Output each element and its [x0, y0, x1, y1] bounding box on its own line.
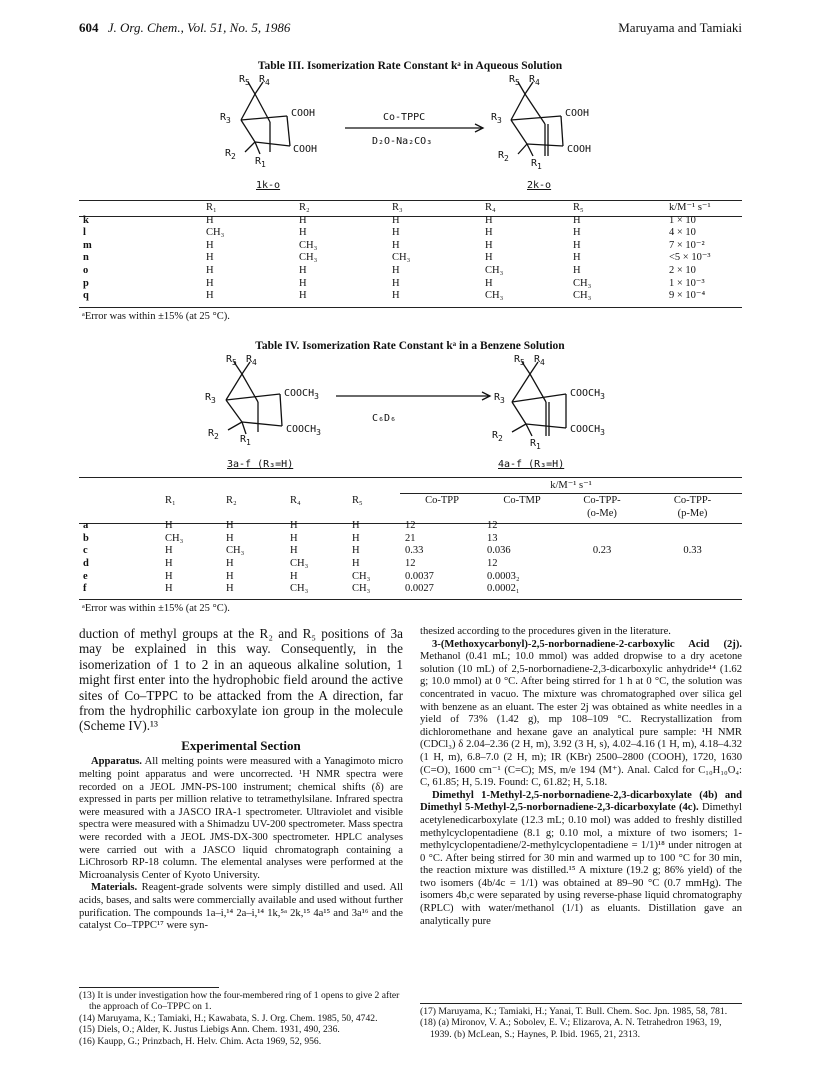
- running-header-left: [79, 20, 290, 36]
- table4-cell: H: [165, 557, 173, 569]
- materials-heading: Materials.: [91, 882, 138, 894]
- table4-cell: CH₃: [352, 583, 371, 595]
- table4-row-label: d: [83, 557, 89, 569]
- table3-cell: CH₃: [485, 290, 504, 302]
- table3-right-label: 2k-o: [527, 180, 552, 191]
- sub4-ester-left-2: $COOCH_3$: [286, 424, 321, 437]
- table4-row-label: b: [83, 532, 89, 544]
- apparatus-heading: Apparatus.: [91, 756, 142, 768]
- table4-cell: CH₃: [352, 570, 371, 582]
- table4-cell: H: [226, 520, 234, 532]
- table4-cell: H: [226, 557, 234, 569]
- table3-cell: H: [485, 239, 493, 251]
- sub-r4-left: $R_4$: [259, 74, 270, 87]
- table4-cell: 0.036: [487, 545, 511, 557]
- table4-header-cell: Co-TPP- (p-Me): [673, 495, 712, 519]
- table4-bottom-rule: [79, 599, 742, 600]
- table3-scheme: [215, 72, 615, 192]
- table4-cell: H: [290, 520, 298, 532]
- table4-cell: H: [352, 532, 360, 544]
- table3-header-cell: k/M⁻¹ s⁻¹: [669, 202, 711, 213]
- table3-conditions: D₂O-Na₂CO₃: [372, 136, 433, 147]
- materials-paragraph: [79, 882, 403, 932]
- table4-header-cell: R₂: [226, 495, 237, 506]
- table3-cell: H: [299, 277, 307, 289]
- table4-k-header: k/M⁻¹ s⁻¹: [550, 480, 592, 491]
- table4-cell: H: [290, 545, 298, 557]
- table3-top-rule: [79, 200, 742, 201]
- table4-cell: H: [290, 532, 298, 544]
- table3-cell: 2 × 10: [669, 264, 696, 276]
- sub4-r5-left: $R_5$: [226, 354, 237, 367]
- sub4-r2-right: $R_2$: [492, 430, 503, 443]
- table4-row: [79, 545, 742, 558]
- sub4-ester-right-1: $COOCH_3$: [570, 388, 605, 401]
- sub-r4-right: $R_4$: [529, 74, 540, 87]
- table4-k-rule: [400, 493, 742, 494]
- table4-row: [79, 583, 742, 596]
- compound-2j-text: Methanol (0.41 mL; 10.0 mmol) was added dropwise to a dry acetone solution (10 mL) of 2,5-norbornadiene-2,3-dicarboxylic anhydride¹⁴ (1.62 g; 10.0 mmol) at 0 °C. After being stirred for 1 h at 0 °C, the solution was concentrated in vacuo. The mixture was chromatographed over silica gel with benzene as an eluant. The ester 2j was obtained as white needles in a yield of 73% (1.42 g), mp 108–109 °C. Recrystallization from dichloromethane and hexane gave an analytical pure sample: ¹H NMR (CDCl₃) δ 2.04–2.36 (2 H, m), 3.92 (3 H, s), 4.02–4.16 (1 H, m), 4.18–4.32 (1 H, m), 6.8–7.0 (2 H, m); IR (KBr) 2500–2800 (COOH), 1720, 1630 (C=O), 1600 cm⁻¹ (C=C); MS, m/e 194 (M⁺). Anal. Calcd for C₁₀H₁₀O₄: C, 61.85; H, 5.19. Found: C, 61.82; H, 5.18.: [420, 651, 742, 789]
- table4-cell: H: [165, 545, 173, 557]
- table3-cell: CH₃: [392, 252, 411, 264]
- table4-cell: 12: [405, 557, 416, 569]
- table4-cell: CH₃: [290, 583, 309, 595]
- table4-cell: H: [226, 583, 234, 595]
- table4-header-cell: R₅: [352, 495, 363, 506]
- materials-text: Reagent-grade solvents were simply distilled and used. All acids, bases, and salts were commercially available and used without further purification. The compounds 1a–i,¹⁴ 2a–i,¹⁴ 1k,⁵ᵃ 2k,¹⁵ 4a¹⁵ and 3a¹⁶ and the catalyst Co–TPPC¹⁷ were syn-: [79, 882, 403, 932]
- sub-r3-left: $R_3$: [220, 112, 231, 125]
- sub4-r1-left: $R_1$: [240, 434, 251, 447]
- table3-cell: H: [573, 227, 581, 239]
- table3-row: [79, 215, 742, 228]
- table3-cell: CH₃: [206, 227, 225, 239]
- table4-header-cell: R₄: [290, 495, 301, 506]
- table4-cell: CH₃: [290, 557, 309, 569]
- table4-left-label: 3a-f (R₃=H): [227, 459, 294, 470]
- table4-row: [79, 520, 742, 533]
- sub4-ester-left-1: $COOCH_3$: [284, 388, 319, 401]
- table3-row-label: o: [83, 264, 89, 276]
- table4-cell: [561, 558, 643, 571]
- table4: [79, 495, 742, 596]
- table3-cell: H: [206, 252, 214, 264]
- table4-cell: 12: [487, 520, 498, 532]
- table3-row: [79, 252, 742, 265]
- table3-row: [79, 240, 742, 253]
- compound-2j-heading: 3-(Methoxycarbonyl)-2,5-norbornadiene-2-carboxylic Acid (2j).: [432, 638, 742, 650]
- table3-cell: 4 × 10: [669, 227, 696, 239]
- table4-row-label: e: [83, 570, 88, 582]
- table3-cell: H: [392, 239, 400, 251]
- table3-row: [79, 227, 742, 240]
- sub-cooh-right-2: COOH: [567, 144, 592, 155]
- left-paragraph-1: duction of methyl groups at the R₂ and R₅ positions of 3a may be explained in this way. Consequently, in the isomerization of 1 to 2 in an aqueous alkaline solution, 1 might first enter into the hydrophobic field around the active sites of Co–TPPC to be attacked from the A direction, far from the hydrophilic carboxylate ion group in the molecule (Scheme IV).¹³: [79, 626, 403, 734]
- table3-cell: H: [392, 264, 400, 276]
- table3-footnote: ᵃError was within ±15% (at 25 °C).: [82, 311, 230, 322]
- table4-cell: [643, 520, 742, 533]
- right-paragraph-1: thesized according to the procedures given in the literature.: [420, 626, 671, 637]
- table4-cell: [643, 571, 742, 584]
- sub4-r3-left: $R_3$: [205, 392, 216, 405]
- sub4-r4-left: $R_4$: [246, 354, 257, 367]
- table4-cell: 0.0003₂: [487, 570, 520, 582]
- table3-reagent: Co-TPPC: [383, 112, 426, 123]
- sub-r5-right: $R_5$: [509, 74, 520, 87]
- table3-cell: H: [485, 277, 493, 289]
- table4-row-label: a: [83, 520, 89, 532]
- table4-cell: H: [226, 532, 234, 544]
- table3: [79, 202, 742, 303]
- table4-row-label: f: [83, 583, 87, 595]
- compound-2j-paragraph: [420, 639, 742, 790]
- table4-title: Table IV. Isomerization Rate Constant kᵃ in a Benzene Solution: [255, 340, 565, 352]
- table4-header-cell: Co-TPP- (o-Me): [583, 495, 621, 519]
- table4-cell: [561, 583, 643, 596]
- sub-r2-right: $R_2$: [498, 150, 509, 163]
- table3-cell: H: [573, 214, 581, 226]
- table3-cell: H: [392, 290, 400, 302]
- sub4-r4-right: $R_4$: [534, 354, 545, 367]
- table3-cell: H: [206, 214, 214, 226]
- table3-cell: CH₃: [573, 277, 592, 289]
- table4-cell: 0.0002₁: [487, 583, 520, 595]
- sub4-r2-left: $R_2$: [208, 428, 219, 441]
- table4-cell: [561, 533, 643, 546]
- table3-cell: 9 × 10⁻⁴: [669, 290, 706, 302]
- table3-row: [79, 278, 742, 291]
- table4-cell: H: [290, 570, 298, 582]
- table3-cell: CH₃: [299, 252, 318, 264]
- table4-cell: [643, 533, 742, 546]
- compound-4bc-paragraph: [420, 790, 742, 929]
- journal-citation: J. Org. Chem., Vol. 51, No. 5, 1986: [107, 20, 291, 35]
- table3-cell: H: [206, 277, 214, 289]
- compound-4bc-text: Dimethyl acetylenedicarboxylate (12.3 mL; 0.10 mol) was added to freshly distilled methylcyclopentadiene (8.1 g; 0.10 mol, a mixture of two isomers; 1-methylcyclopentadiene/2-methylcyclopentadiene = 1/1)¹⁸ under nitrogen at 0 °C. After being stirred for 30 min and warmed up to 100 °C for 30 min, the reaction mixture was distilled.¹⁵ A mixture (19.2 g; 86% yield) of the two isomers (4b/4c = 1/1) was obtained at 89–90 °C (0.7 mmHg). The isomers 4b,c were separated by using reverse-phase liquid chromatography (RPLC) with water/methanol (1/1) as eluants. Distillation gave an analytically pure: [420, 802, 743, 927]
- table4-cell: CH₃: [165, 532, 184, 544]
- table4-cell: 12: [405, 520, 416, 532]
- table4-cell: H: [165, 570, 173, 582]
- table3-cell: CH₃: [573, 290, 592, 302]
- sub-cooh-left-1: COOH: [291, 108, 316, 119]
- footnote-17: (17) Maruyama, K.; Tamiaki, H.; Yanai, T. Bull. Chem. Soc. Jpn. 1985, 58, 781.: [420, 1006, 728, 1017]
- sub-r5-left: $R_5$: [239, 74, 250, 87]
- table4-cell: 0.33: [683, 545, 702, 557]
- footnote-16: (16) Kaupp, G.; Prinzbach, H. Helv. Chim. Acta 1969, 52, 956.: [79, 1035, 322, 1047]
- table4-cell: [643, 583, 742, 596]
- table3-row: [79, 265, 742, 278]
- table3-cell: H: [573, 252, 581, 264]
- table3-cell: H: [573, 239, 581, 251]
- table3-title: Table III. Isomerization Rate Constant kᵃ in Aqueous Solution: [257, 60, 563, 72]
- table4-cell: [561, 520, 643, 533]
- footnotes-left: [79, 990, 403, 1047]
- table3-cell: CH₃: [299, 239, 318, 251]
- table4-right-label: 4a-f (R₃=H): [498, 459, 565, 470]
- footnote-18: (18) (a) Mironov, V. A.; Sobolev, E. V.; Elizarova, A. N. Tetrahedron 1963, 19, 1939. (b) McLean, S.; Haynes, P. Ibid. 1965, 21, 2313.: [420, 1017, 722, 1040]
- table3-cell: H: [485, 227, 493, 239]
- table3-header-cell: R₁: [206, 202, 217, 213]
- table4-cell: CH₃: [226, 545, 245, 557]
- footnote-rule-right: [420, 1003, 742, 1004]
- section-title: Experimental Section: [181, 737, 301, 753]
- footnote-15: (15) Diels, O.; Alder, K. Justus Liebigs Ann. Chem. 1931, 490, 236.: [79, 1024, 340, 1036]
- right-column: [420, 626, 742, 928]
- table4-header-cell: Co-TMP: [503, 495, 541, 506]
- footnote-rule-left: [79, 987, 219, 988]
- table3-cell: H: [392, 277, 400, 289]
- table4-cell: H: [352, 545, 360, 557]
- table4-header-cell: Co-TPP: [425, 495, 459, 506]
- table3-cell: H: [299, 227, 307, 239]
- table3-row-label: n: [83, 252, 89, 264]
- table4-cell: 13: [487, 532, 498, 544]
- table3-row-label: l: [83, 227, 86, 239]
- running-header-authors: Maruyama and Tamiaki: [618, 20, 742, 35]
- table4-cell: 0.23: [592, 545, 612, 557]
- sub4-r1-right: $R_1$: [530, 438, 541, 451]
- table4-row: [79, 571, 742, 584]
- table4-row-label: c: [83, 545, 88, 557]
- table4-top-rule: [79, 477, 742, 478]
- table3-row: [79, 290, 742, 303]
- table4-footnote: ᵃError was within ±15% (at 25 °C).: [82, 603, 230, 614]
- footnotes-right: [420, 1006, 742, 1040]
- table4-cell: H: [352, 520, 360, 532]
- table3-cell: H: [485, 214, 493, 226]
- footnote-14: (14) Maruyama, K.; Tamiaki, H.; Kawabata, S. J. Org. Chem. 1985, 50, 4742.: [79, 1012, 378, 1024]
- sub4-r3-right: $R_3$: [494, 392, 505, 405]
- sub-cooh-left-2: COOH: [293, 144, 318, 155]
- sub4-r5-right: $R_5$: [514, 354, 525, 367]
- table4-header-cell: [79, 495, 161, 520]
- sub-r3-right: $R_3$: [491, 112, 502, 125]
- sub-cooh-right-1: COOH: [565, 108, 590, 119]
- table3-header-cell: R₃: [392, 202, 403, 213]
- table3-cell: H: [206, 239, 214, 251]
- apparatus-text: All melting points were measured with a Yanagimoto micro melting point apparatus and were uncorrected. ¹H NMR spectra were recorded on a JEOL JMN-PS-100 instrument; chemical shifts (δ) are expressed in parts per million relative to tetramethylsilane. Infrared spectra were measured with a JASCO IRA-1 spectrometer. Ultraviolet and visible spectra were measured with a Shimadzu UV-200 spectrometer. Mass spectra were recorded with a JEOL JMS-DX-300 spectrometer. HPLC analyses were carried out with a JASCO liquid chromatograph containing a LiChrosorb RP-18 column. The elemental analyses were performed at the Microanalysis Center of Kyoto University.: [79, 756, 403, 881]
- page-number: 604: [79, 20, 99, 35]
- table3-header-cell: [79, 202, 202, 215]
- table4-cell: 12: [487, 557, 498, 569]
- table4-cell: 0.0027: [405, 583, 434, 595]
- table3-cell: H: [392, 214, 400, 226]
- table4-scheme: [200, 352, 620, 472]
- table3-cell: H: [299, 264, 307, 276]
- table4-cell: [561, 571, 643, 584]
- table4-cell: H: [165, 520, 173, 532]
- left-column: [79, 626, 403, 933]
- table3-cell: H: [299, 290, 307, 302]
- table4-cell: 0.0037: [405, 570, 434, 582]
- table4-row: [79, 533, 742, 546]
- table3-cell: 1 × 10⁻³: [669, 277, 705, 289]
- table3-row-label: p: [83, 277, 89, 289]
- table3-header-cell: R₂: [299, 202, 310, 213]
- table3-cell: H: [299, 214, 307, 226]
- table3-cell: 7 × 10⁻²: [669, 239, 705, 251]
- table3-bottom-rule: [79, 307, 742, 308]
- table4-cell: H: [226, 570, 234, 582]
- table3-cell: H: [485, 252, 493, 264]
- compound-4bc-heading: Dimethyl 1-Methyl-2,5-norbornadiene-2,3-dicarboxylate (4b) and Dimethyl 5-Methyl-2,5-norbornadiene-2,3-dicarboxylate (4c).: [420, 789, 742, 814]
- table3-row-label: m: [83, 239, 92, 251]
- table4-row: [79, 558, 742, 571]
- sub4-ester-right-2: $COOCH_3$: [570, 424, 605, 437]
- table3-cell: H: [573, 264, 581, 276]
- sub-r1-left: $R_1$: [255, 156, 266, 169]
- table3-row-label: q: [83, 290, 89, 302]
- table3-left-label: 1k-o: [256, 180, 281, 191]
- table3-header-cell: R₅: [573, 202, 584, 213]
- table3-cell: CH₃: [485, 264, 504, 276]
- table4-cell: 21: [405, 532, 416, 544]
- apparatus-paragraph: [79, 756, 403, 882]
- table4-conditions: C₆D₆: [372, 413, 397, 424]
- footnote-13: (13) It is under investigation how the four-membered ring of 1 opens to give 2 after the approach of Co–TPPC on 1.: [79, 990, 400, 1013]
- table3-row-label: k: [83, 214, 89, 226]
- sub-r1-right: $R_1$: [531, 158, 542, 171]
- table3-cell: H: [206, 290, 214, 302]
- table3-cell: H: [392, 227, 400, 239]
- sub-r2-left: $R_2$: [225, 148, 236, 161]
- table4-cell: H: [165, 583, 173, 595]
- table4-cell: 0.33: [405, 545, 424, 557]
- table4-header-cell: R₁: [165, 495, 176, 506]
- table4-cell: [643, 558, 742, 571]
- table3-cell: 1 × 10: [669, 214, 696, 226]
- table3-cell: <5 × 10⁻³: [669, 252, 711, 264]
- table4-cell: H: [352, 557, 360, 569]
- table3-header-cell: R₄: [485, 202, 496, 213]
- table3-cell: H: [206, 264, 214, 276]
